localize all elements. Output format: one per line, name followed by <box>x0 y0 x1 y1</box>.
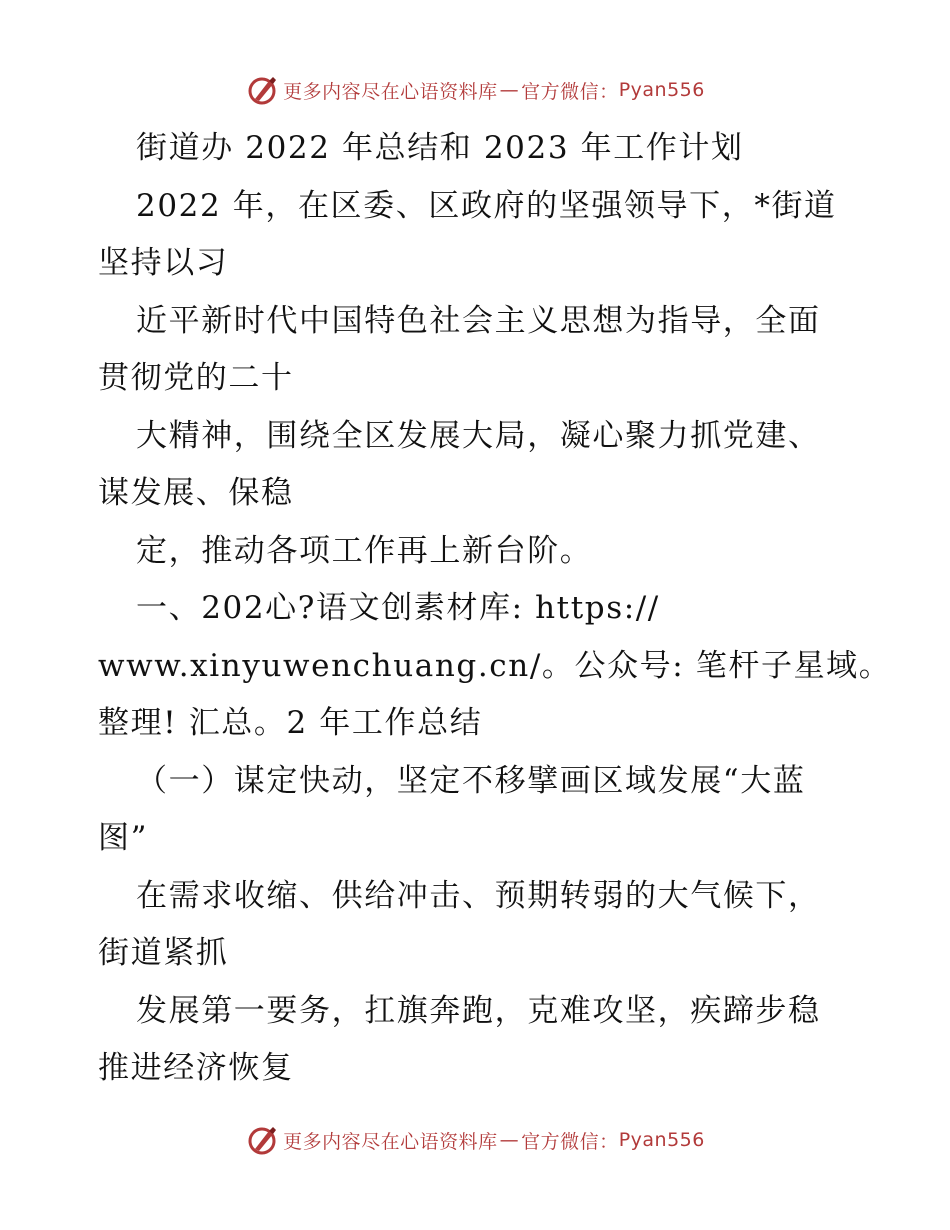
text-line: 谋发展、保稳 <box>98 475 294 511</box>
footer-banner <box>0 1120 950 1160</box>
text-line: 推进经济恢复 <box>98 1050 294 1086</box>
text-line: 街道紧抓 <box>98 935 229 971</box>
contact-label: 官方微信： <box>521 1130 619 1153</box>
subsection-heading: （一）谋定快动，坚定不移擘画区域发展“大蓝 <box>136 762 806 799</box>
section-heading: 一、202心?语文创素材库: https:// <box>136 590 660 626</box>
text-line: www.xinyuwenchuang.cn/。公众号: 笔杆子星域。 <box>98 647 892 684</box>
promo-text: 更多内容尽在心语资料库 <box>283 1130 498 1153</box>
contact-id: Pyan556 <box>618 1129 705 1151</box>
header-banner <box>0 70 950 110</box>
banner-separator: — <box>499 79 520 101</box>
contact-label: 官方微信： <box>521 80 619 103</box>
contact-id: Pyan556 <box>618 79 705 101</box>
text-line: 2022 年，在区委、区政府的坚强领导下，*街道 <box>136 187 837 224</box>
pen-circle-logo-icon <box>245 1123 279 1157</box>
banner-separator: — <box>499 1129 520 1151</box>
text-line: 定，推动各项工作再上新台阶。 <box>136 532 593 569</box>
promo-text: 更多内容尽在心语资料库 <box>283 80 498 103</box>
text-line: 大精神，围绕全区发展大局，凝心聚力抓党建、 <box>136 417 821 454</box>
document-title: 街道办 2022 年总结和 2023 年工作计划 <box>136 130 744 166</box>
text-line: 近平新时代中国特色社会主义思想为指导，全面 <box>136 302 821 339</box>
text-line: 贯彻党的二十 <box>98 360 294 396</box>
text-line: 在需求收缩、供给冲击、预期转弱的大气候下， <box>136 877 821 914</box>
text-line: 坚持以习 <box>98 245 229 281</box>
pen-circle-logo-icon <box>245 73 279 107</box>
text-line: 发展第一要务，扛旗奔跑，克难攻坚，疾蹄步稳 <box>136 992 821 1029</box>
document-body <box>98 120 892 1098</box>
text-line: 图” <box>98 820 149 856</box>
text-line: 整理! 汇总。2 年工作总结 <box>98 705 483 741</box>
